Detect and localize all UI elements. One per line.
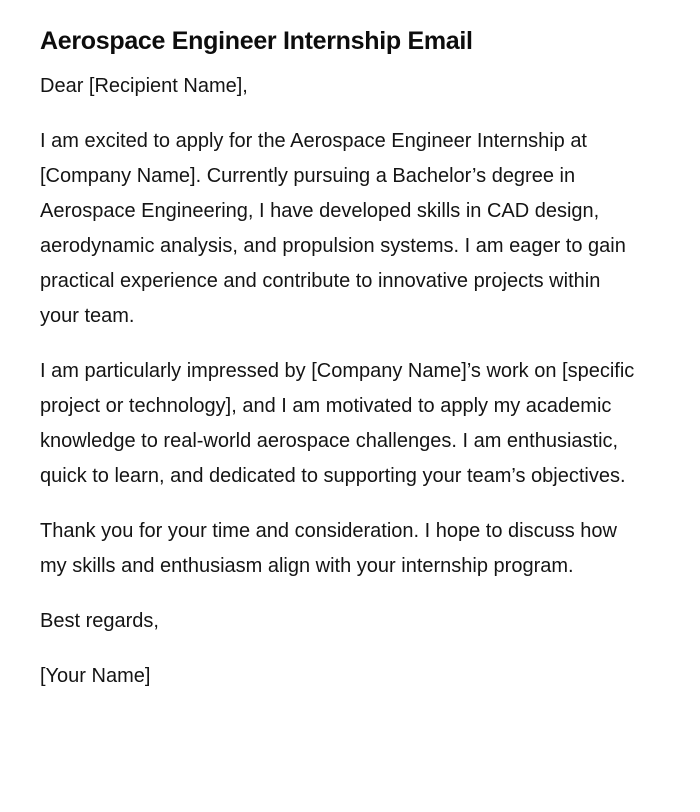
paragraph-intro: I am excited to apply for the Aerospace Engineer Internship at [Company Name]. Currently pursuing a Bachelor’s degree in Aerospace Engineering, I have developed skills in CAD design, aerodynamic analysis, and propulsion systems. I am eager to gain practical experience and contribute to innovative projects within your team. xyxy=(40,130,626,327)
closing: Best regards, xyxy=(40,610,159,632)
document-title: Aerospace Engineer Internship Email xyxy=(40,27,473,55)
signature: [Your Name] xyxy=(40,665,151,687)
greeting: Dear [Recipient Name], xyxy=(40,75,248,97)
paragraph-thanks: Thank you for your time and consideration. I hope to discuss how my skills and enthusiasm align with your internship program. xyxy=(40,520,617,577)
paragraph-motivation: I am particularly impressed by [Company Name]’s work on [specific project or technology], and I am motivated to apply my academic knowledge to real-world aerospace challenges. I am enthusiastic, quick to learn, and dedicated to supporting your team’s objectives. xyxy=(40,360,635,487)
